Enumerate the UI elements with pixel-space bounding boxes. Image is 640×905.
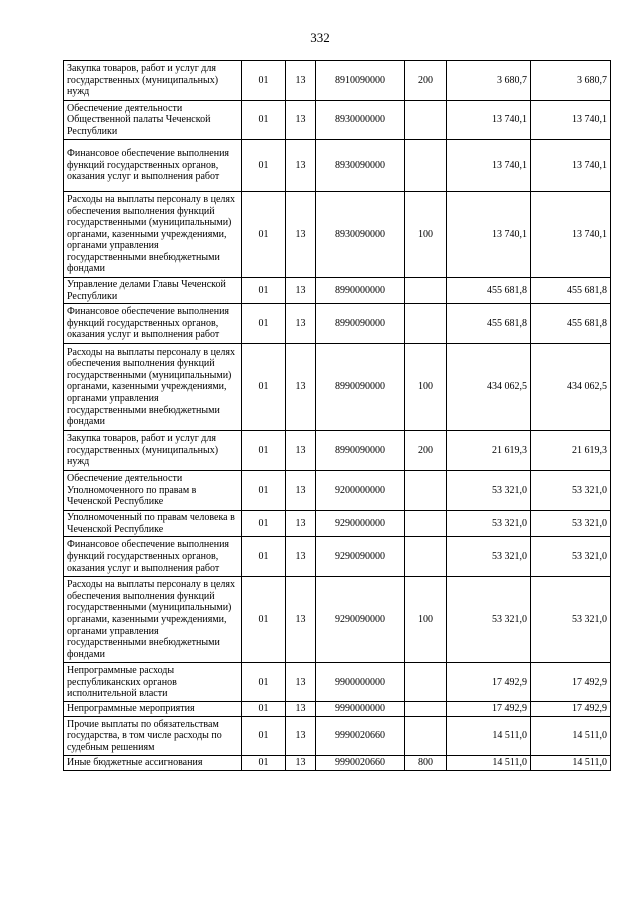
row-target-article-code: 9900000000 [316, 663, 405, 702]
row-target-article-code: 8990090000 [316, 344, 405, 431]
row-amount-1: 14 511,0 [447, 716, 531, 755]
row-subsection-code: 13 [286, 471, 316, 511]
row-amount-1: 13 740,1 [447, 192, 531, 278]
row-amount-2: 455 681,8 [531, 278, 611, 304]
row-amount-2: 53 321,0 [531, 471, 611, 511]
row-target-article-code: 9990000000 [316, 702, 405, 717]
row-name: Расходы на выплаты персоналу в целях обеспечения выполнения функций государственными (муниципальными) органами, казенными учреждениями, органами управления государственными внебюджетными фондами [64, 344, 242, 431]
row-subsection-code: 13 [286, 577, 316, 663]
row-section-code: 01 [242, 511, 286, 537]
row-name: Прочие выплаты по обязательствам государства, в том числе расходы по судебным решениям [64, 716, 242, 755]
row-subsection-code: 13 [286, 716, 316, 755]
row-name: Расходы на выплаты персоналу в целях обеспечения выполнения функций государственными (муниципальными) органами, казенными учреждениями, органами управления государственными внебюджетными фондами [64, 192, 242, 278]
row-amount-1: 14 511,0 [447, 755, 531, 770]
row-amount-1: 455 681,8 [447, 304, 531, 344]
row-target-article-code: 9290090000 [316, 577, 405, 663]
row-name: Закупка товаров, работ и услуг для государственных (муниципальных) нужд [64, 61, 242, 101]
row-amount-1: 17 492,9 [447, 702, 531, 717]
row-section-code: 01 [242, 192, 286, 278]
row-subsection-code: 13 [286, 61, 316, 101]
row-section-code: 01 [242, 344, 286, 431]
table-row [64, 431, 611, 471]
row-section-code: 01 [242, 431, 286, 471]
table-row [64, 716, 611, 755]
row-expense-type-code: 200 [405, 431, 447, 471]
row-amount-1: 53 321,0 [447, 511, 531, 537]
row-section-code: 01 [242, 304, 286, 344]
table-row [64, 755, 611, 770]
table-row [64, 537, 611, 577]
row-name: Непрограммные мероприятия [64, 702, 242, 717]
row-amount-1: 53 321,0 [447, 537, 531, 577]
table-row [64, 344, 611, 431]
row-target-article-code: 8990090000 [316, 304, 405, 344]
table-body [64, 61, 611, 771]
row-name: Обеспечение деятельности Уполномоченного по правам в Чеченской Республике [64, 471, 242, 511]
row-subsection-code: 13 [286, 101, 316, 140]
table-row [64, 577, 611, 663]
row-expense-type-code [405, 278, 447, 304]
row-expense-type-code [405, 471, 447, 511]
row-expense-type-code [405, 702, 447, 717]
table-row [64, 471, 611, 511]
page-number: 332 [310, 30, 330, 45]
row-expense-type-code: 800 [405, 755, 447, 770]
row-expense-type-code [405, 663, 447, 702]
row-section-code: 01 [242, 716, 286, 755]
row-section-code: 01 [242, 663, 286, 702]
row-amount-1: 434 062,5 [447, 344, 531, 431]
row-target-article-code: 8930090000 [316, 140, 405, 192]
row-expense-type-code [405, 304, 447, 344]
row-amount-1: 455 681,8 [447, 278, 531, 304]
row-expense-type-code: 100 [405, 577, 447, 663]
row-amount-1: 53 321,0 [447, 471, 531, 511]
row-subsection-code: 13 [286, 344, 316, 431]
row-expense-type-code: 100 [405, 192, 447, 278]
row-name: Иные бюджетные ассигнования [64, 755, 242, 770]
row-amount-1: 13 740,1 [447, 101, 531, 140]
row-target-article-code: 8990090000 [316, 431, 405, 471]
row-amount-2: 13 740,1 [531, 140, 611, 192]
row-section-code: 01 [242, 61, 286, 101]
row-amount-2: 14 511,0 [531, 755, 611, 770]
row-subsection-code: 13 [286, 192, 316, 278]
row-amount-2: 434 062,5 [531, 344, 611, 431]
row-target-article-code: 9200000000 [316, 471, 405, 511]
row-amount-2: 13 740,1 [531, 101, 611, 140]
row-section-code: 01 [242, 755, 286, 770]
row-target-article-code: 9990020660 [316, 716, 405, 755]
row-section-code: 01 [242, 278, 286, 304]
row-expense-type-code [405, 101, 447, 140]
row-subsection-code: 13 [286, 755, 316, 770]
table-row [64, 101, 611, 140]
row-name: Финансовое обеспечение выполнения функций государственных органов, оказания услуг и выполнения работ [64, 140, 242, 192]
row-subsection-code: 13 [286, 663, 316, 702]
row-target-article-code: 9990020660 [316, 755, 405, 770]
row-name: Закупка товаров, работ и услуг для государственных (муниципальных) нужд [64, 431, 242, 471]
row-section-code: 01 [242, 702, 286, 717]
table-row [64, 140, 611, 192]
row-subsection-code: 13 [286, 140, 316, 192]
row-target-article-code: 9290090000 [316, 537, 405, 577]
row-subsection-code: 13 [286, 537, 316, 577]
row-section-code: 01 [242, 140, 286, 192]
row-subsection-code: 13 [286, 304, 316, 344]
row-amount-1: 21 619,3 [447, 431, 531, 471]
row-name: Обеспечение деятельности Общественной палаты Чеченской Республики [64, 101, 242, 140]
row-name: Уполномоченный по правам человека в Чеченской Республике [64, 511, 242, 537]
budget-table [63, 60, 611, 771]
row-subsection-code: 13 [286, 702, 316, 717]
row-amount-2: 455 681,8 [531, 304, 611, 344]
row-expense-type-code [405, 537, 447, 577]
row-amount-1: 17 492,9 [447, 663, 531, 702]
row-name: Непрограммные расходы республиканских органов исполнительной власти [64, 663, 242, 702]
row-section-code: 01 [242, 577, 286, 663]
row-expense-type-code: 100 [405, 344, 447, 431]
table-row [64, 278, 611, 304]
row-expense-type-code: 200 [405, 61, 447, 101]
row-target-article-code: 8990000000 [316, 278, 405, 304]
row-name: Финансовое обеспечение выполнения функций государственных органов, оказания услуг и выполнения работ [64, 304, 242, 344]
row-amount-2: 53 321,0 [531, 511, 611, 537]
row-amount-2: 17 492,9 [531, 702, 611, 717]
table-row [64, 702, 611, 717]
table-row [64, 304, 611, 344]
row-expense-type-code [405, 140, 447, 192]
row-expense-type-code [405, 716, 447, 755]
row-amount-2: 13 740,1 [531, 192, 611, 278]
row-name: Расходы на выплаты персоналу в целях обеспечения выполнения функций государственными (муниципальными) органами, казенными учреждениями, органами управления государственными внебюджетными фондами [64, 577, 242, 663]
row-subsection-code: 13 [286, 278, 316, 304]
row-subsection-code: 13 [286, 511, 316, 537]
row-amount-2: 21 619,3 [531, 431, 611, 471]
row-amount-1: 53 321,0 [447, 577, 531, 663]
row-name: Финансовое обеспечение выполнения функций государственных органов, оказания услуг и выполнения работ [64, 537, 242, 577]
row-target-article-code: 9290000000 [316, 511, 405, 537]
row-section-code: 01 [242, 101, 286, 140]
row-section-code: 01 [242, 537, 286, 577]
row-section-code: 01 [242, 471, 286, 511]
row-amount-2: 3 680,7 [531, 61, 611, 101]
row-amount-2: 14 511,0 [531, 716, 611, 755]
row-amount-2: 53 321,0 [531, 577, 611, 663]
table-row [64, 511, 611, 537]
row-target-article-code: 8930000000 [316, 101, 405, 140]
row-target-article-code: 8930090000 [316, 192, 405, 278]
row-name: Управление делами Главы Чеченской Республики [64, 278, 242, 304]
row-target-article-code: 8910090000 [316, 61, 405, 101]
table-row [64, 192, 611, 278]
table-row [64, 61, 611, 101]
row-amount-1: 3 680,7 [447, 61, 531, 101]
row-expense-type-code [405, 511, 447, 537]
row-subsection-code: 13 [286, 431, 316, 471]
row-amount-2: 53 321,0 [531, 537, 611, 577]
row-amount-2: 17 492,9 [531, 663, 611, 702]
table-row [64, 663, 611, 702]
row-amount-1: 13 740,1 [447, 140, 531, 192]
